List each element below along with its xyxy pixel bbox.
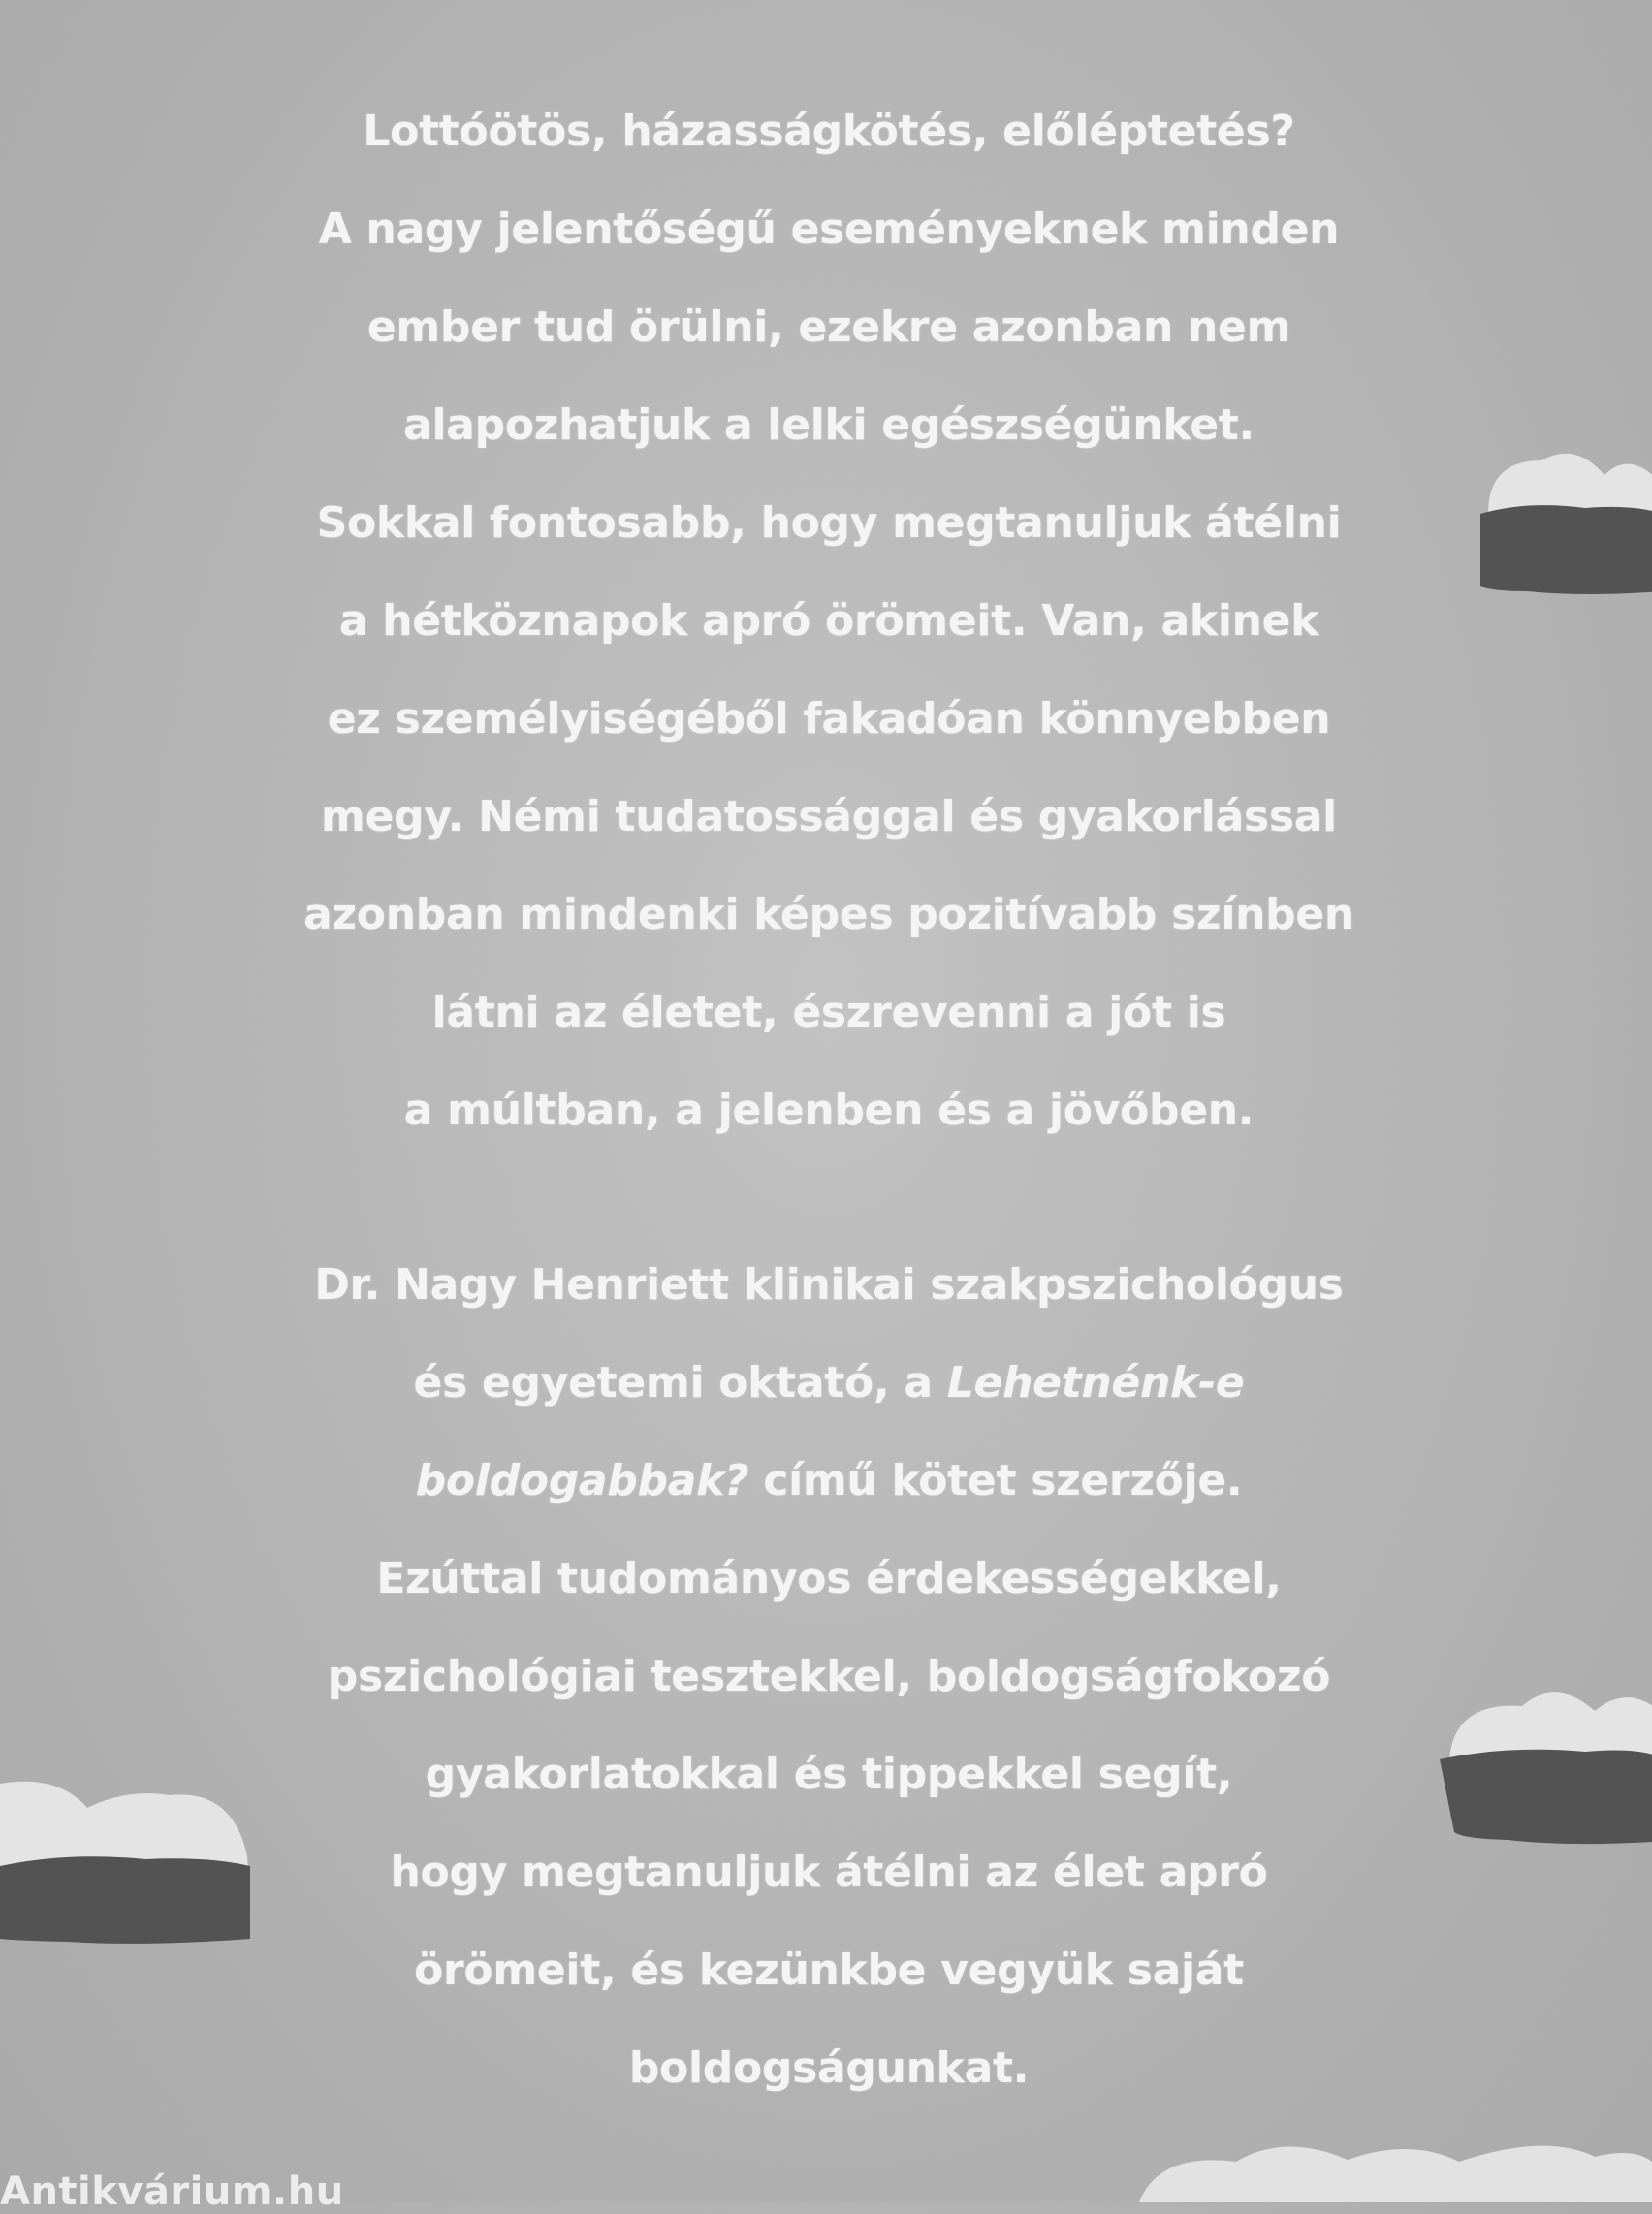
author-line-text: című kötet szerzője. xyxy=(748,1456,1243,1505)
intro-line: a hétköznapok apró örömeit. Van, akinek xyxy=(338,596,1319,646)
book-title-italic: Lehetnénk-e xyxy=(946,1358,1245,1407)
author-line: gyakorlatokkal és tippekkel segít, xyxy=(425,1750,1233,1799)
cloud-illustration-right-top xyxy=(1469,446,1652,601)
intro-line: ember tud örülni, ezekre azonban nem xyxy=(366,302,1291,352)
intro-line: ez személyiségéből fakadóan könnyebben xyxy=(327,694,1331,743)
author-line xyxy=(233,1432,1425,1530)
intro-line: Sokkal fontosabb, hogy megtanuljuk átélni xyxy=(316,498,1342,548)
author-line: örömeit, és kezünkbe vegyük saját xyxy=(414,1945,1244,1995)
author-paragraph xyxy=(233,1236,1425,2117)
author-line: boldogságunkat. xyxy=(628,2043,1030,2093)
author-line: hogy megtanuljuk átélni az élet apró xyxy=(390,1848,1268,1897)
intro-line: Lottóötös, házasságkötés, előléptetés? xyxy=(363,107,1295,156)
intro-line: azonban mindenki képes pozitívabb színben xyxy=(303,890,1354,939)
intro-line: alapozhatjuk a lelki egészségünket. xyxy=(403,400,1255,450)
intro-line: a múltban, a jelenben és a jövőben. xyxy=(403,1086,1255,1135)
book-title-italic: boldogabbak? xyxy=(415,1456,749,1505)
cloud-illustration-bottom-right xyxy=(1139,2133,1652,2202)
author-line: Ezúttal tudományos érdekességekkel, xyxy=(376,1554,1282,1603)
intro-line: látni az életet, észrevenni a jót is xyxy=(431,988,1226,1037)
cloud-illustration-left xyxy=(0,1764,257,1948)
author-line: pszichológiai tesztekkel, boldogságfokozó xyxy=(327,1652,1331,1701)
intro-line: A nagy jelentőségű eseményeknek minden xyxy=(318,205,1340,254)
footer-watermark: Antikvárium.hu xyxy=(0,2169,344,2214)
intro-paragraph xyxy=(233,82,1425,1159)
author-line: Dr. Nagy Henriett klinikai szakpszichológus xyxy=(314,1260,1344,1310)
author-line xyxy=(233,1334,1425,1432)
cloud-illustration-right-bottom xyxy=(1440,1682,1652,1851)
intro-line: megy. Némi tudatossággal és gyakorlással xyxy=(321,792,1337,841)
author-line-text: és egyetemi oktató, a xyxy=(413,1358,947,1407)
